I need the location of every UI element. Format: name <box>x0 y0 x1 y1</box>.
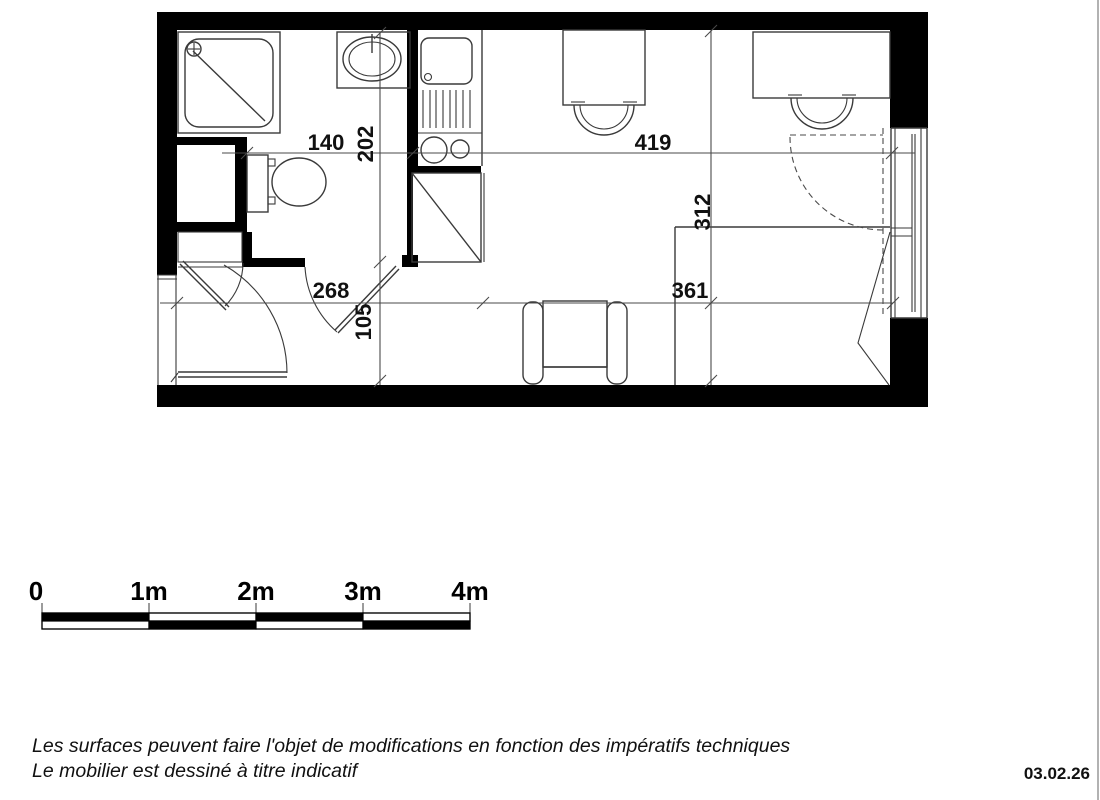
dim-label-140: 140 <box>307 130 345 155</box>
scale-label-3m: 3m <box>344 576 382 606</box>
entry-recess <box>178 232 242 262</box>
footer <box>32 735 1090 783</box>
wardrobe <box>171 265 287 382</box>
shower <box>178 32 280 133</box>
kitchen-drainer <box>423 90 470 128</box>
scale-label-4m: 4m <box>451 576 489 606</box>
washbasin <box>337 32 410 88</box>
furniture <box>171 30 890 385</box>
dim-label-361: 361 <box>671 278 709 303</box>
scale-label-0: 0 <box>28 576 44 606</box>
plan-date: 03.02.26 <box>1023 764 1090 783</box>
scale-bar <box>29 576 489 629</box>
dimension-labels <box>308 126 715 341</box>
curtain <box>858 232 890 385</box>
wall-right-top <box>890 12 928 128</box>
toilet-cistern <box>247 155 268 212</box>
chair-1 <box>571 102 637 135</box>
window <box>790 128 927 318</box>
wall-top <box>157 12 928 30</box>
dim-label-268: 268 <box>312 278 350 303</box>
kitchenette <box>412 30 484 262</box>
kitchen-burners <box>421 137 469 163</box>
kitchen-sink <box>421 38 472 84</box>
toilet-bowl <box>272 158 326 206</box>
dim-label-202: 202 <box>353 125 378 163</box>
dim-label-312: 312 <box>690 193 715 231</box>
desk-1 <box>563 30 645 105</box>
wall-left <box>157 12 177 275</box>
duct-wall-right <box>235 140 247 232</box>
entry-opening <box>157 275 177 385</box>
armchair <box>523 301 627 384</box>
wall-right-bottom <box>890 318 928 407</box>
duct-wall-bottom <box>177 222 247 232</box>
dim-label-105: 105 <box>351 303 376 341</box>
wall-kitchen <box>407 30 418 166</box>
entrance-door-swing <box>225 263 243 306</box>
note-line-2: Le mobilier est dessiné à titre indicatif <box>32 760 358 782</box>
scale-label-1m: 1m <box>130 576 168 606</box>
wall-kitchen-counter <box>410 166 481 173</box>
kitchen-fridge <box>412 173 484 262</box>
window-swing <box>790 128 883 318</box>
dim-label-419: 419 <box>634 130 672 155</box>
chair-2 <box>788 95 856 129</box>
wall-bottom <box>157 385 928 407</box>
wall-bath-south <box>250 258 305 267</box>
wardrobe-door-swing <box>224 265 287 373</box>
toilet <box>247 155 326 212</box>
scale-label-2m: 2m <box>237 576 275 606</box>
note-line-1: Les surfaces peuvent faire l'objet de modifications en fonction des impératifs techniques <box>32 735 791 757</box>
recess-wall-right <box>242 232 252 267</box>
desk-2 <box>753 32 890 98</box>
wall-bath-south-block <box>402 255 418 267</box>
